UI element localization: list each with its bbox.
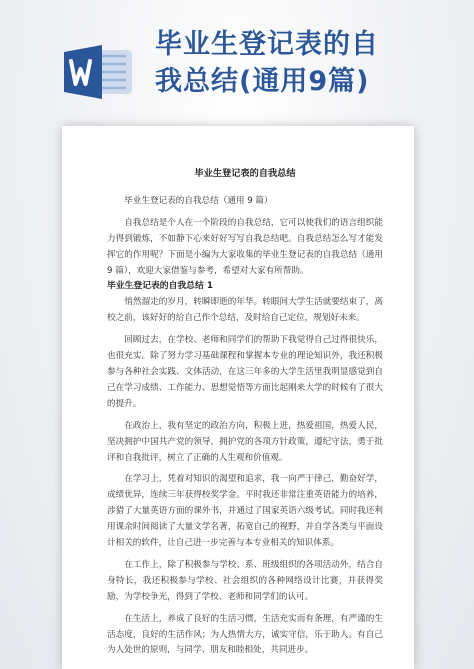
banner-title [155,26,455,100]
banner-title-line1: 毕业生登记表的自 [155,29,379,60]
document-subtitle: 毕业生登记表的自我总结（通用 9 篇） [124,195,273,206]
document-title: 毕业生登记表的自我总结 [194,168,296,179]
body-paragraph: 在学习上，凭着对知识的渴望和追求，我一向严于律己，勤奋好学，成绩优异，连续三年获得校奖学金。平时我还非常注重英语能力的培养，涉猎了大量英语方面的课外书，并通过了国家英语六级考试。同时我还利用课余时间阅读了大量文学名著，拓宽自己的视野，并自学各类与平面设计相关的软件，让自己进一步完善与本专业相关的知识体系。 [107,474,383,549]
body-paragraph: 在生活上，养成了良好的生活习惯，生活充实而有条理，有严谨的生活态度，良好的生活作风；为人热情大方，诚实守信，乐于助人。有自己为人处世的原则，与同学、朋友和睦相处，共同进步。 [107,613,383,656]
word-document-icon [60,42,136,102]
body-paragraph: 在工作上，除了积极参与学校、系、班级组织的各项活动外，结合自身特长，我还积极参与学校、社会组织的各种网络设计比赛，并获得奖励，为学校争光，得到了学校、老师和同学们的认可。 [107,559,383,602]
document-page [62,126,414,669]
intro-paragraph: 自我总结是个人在一个阶段的自我总结，它可以使我们的语言组织能力得到锻炼，不如静下心来好好写写自我总结吧。自我总结怎么写才能发挥它的作用呢？下面是小编为大家收集的毕业生登记表的自我总结（通用 9 篇），欢迎大家借鉴与参考，希望对大家有所帮助。 [107,217,383,276]
document-content [107,166,383,659]
body-paragraph: 回顾过去，在学校、老师和同学们的帮助下我觉得自己过得很快乐，也很充实。除了努力学习基础课程和掌握本专业的理论知识外，我还积极参与各种社会实践、文体活动，在这三年多的大学生活里我明显感觉到自己在学习成绩、工作能力、思想觉悟等方面比起刚来大学的时候有了很大的提升。 [107,335,383,409]
banner-title-line2: 我总结(通用9篇) [155,66,370,97]
body-paragraph: 悄然溜走的岁月，转瞬即逝的年华。转眼间大学生活就要结束了，离校之前，该好好的给自己作个总结，及时给自己定位，规划好未来。 [107,297,383,324]
section-heading: 毕业生登记表的自我总结 1 [107,281,213,292]
body-paragraph: 在政治上，我有坚定的政治方向，积极上进，热爱祖国，热爱人民，坚决拥护中国共产党的领导，拥护党的各项方针政策，遵纪守法，勇于批评和自我批评，树立了正确的人生观和价值观。 [107,420,383,463]
